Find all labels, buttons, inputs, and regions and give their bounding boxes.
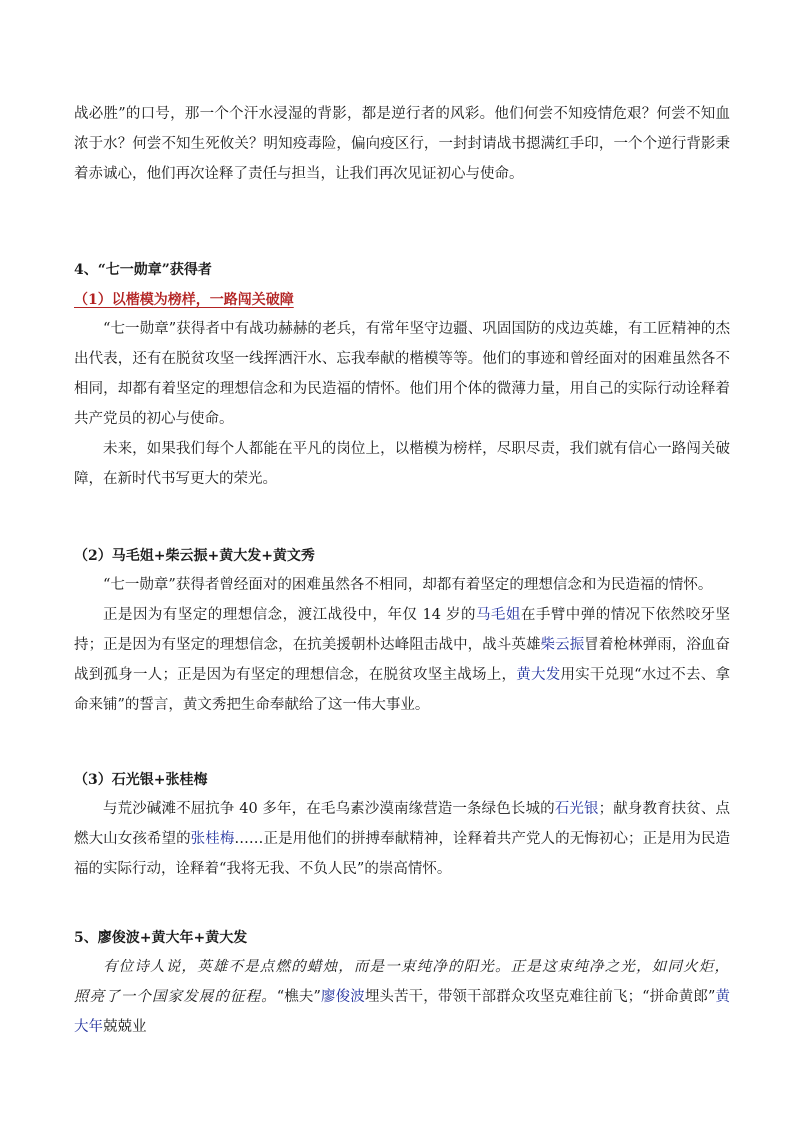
section-5-heading: 5、廖俊波+黄大年+黄大发 (74, 930, 248, 946)
section-4-heading: 4、“七一勋章”获得者 (74, 262, 212, 278)
intro-block (74, 99, 730, 189)
subsection-2-paragraph-2 (74, 600, 730, 720)
person-name-ma-maojie: 马毛姐 (475, 607, 521, 623)
intro-paragraph: 战必胜”的口号，那一个个汗水浸湿的背影，都是逆行者的风彩。他们何尝不知疫情危艰？何尝不知血浓于水？何尝不知生死攸关？明知疫毒险，偏向疫区行，一封封请战书摁满红手印，一个个逆行背影秉着赤诚心，他们再次诠释了责任与担当，让我们再次见证初心与使命。 (74, 106, 730, 182)
subsection-3-title: （3）石光银+张桂梅 (74, 772, 208, 788)
subsection-1-paragraph-1: “七一勋章”获得者中有战功赫赫的老兵，有常年坚守边疆、巩固国防的戍边英雄，有工匠精神的杰出代表，还有在脱贫攻坚一线挥洒汗水、忘我奉献的楷模等等。他们的事迹和曾经面对的困难虽然各不相同，却都有着坚定的理想信念和为民造福的情怀。他们用个体的微薄力量，用自己的实际行动诠释着共产党员的初心与使命。 (74, 321, 730, 427)
text-run: 正是因为有坚定的理想信念，渡江战役中，年仅 14 岁的 (103, 607, 476, 623)
subsection-3-paragraph-1 (74, 794, 730, 884)
person-name-zhang-guimei: 张桂梅 (190, 831, 235, 847)
section-5 (74, 926, 730, 1042)
text-run: 冒着枪林弹雨，浴血奋战到孤身一人；正是因为有坚定的理想信念，在脱贫攻坚主战场上， (74, 637, 731, 683)
subsection-2 (74, 544, 730, 720)
subsection-3 (74, 768, 730, 884)
text-run: 用实干兑现“水过不去、拿命来铺”的誓言，黄文秀把生命奉献给了这一伟大事业。 (74, 667, 731, 713)
person-name-huang-dafa: 黄大发 (516, 667, 561, 683)
person-name-liao-junbo: 廖俊波 (320, 989, 365, 1005)
subsection-1-title: （1）以楷模为榜样，一路闯关破障 (74, 292, 294, 308)
text-run: ；献身教育扶贫、点燃大山女孩希望的 (74, 801, 731, 847)
subsection-2-title: （2）马毛姐+柴云振+黄大发+黄文秀 (74, 548, 315, 564)
section-4 (74, 258, 730, 494)
text-run: 兢兢业 (103, 1019, 147, 1035)
subsection-2-paragraph-1: “七一勋章”获得者曾经面对的困难虽然各不相同，却都有着坚定的理想信念和为民造福的情怀。 (103, 577, 713, 593)
text-run: ……正是用他们的拼搏奉献精神，诠释着共产党人的无悔初心；正是用为民造福的实际行动，诠释着“我将无我、不负人民”的崇高情怀。 (74, 831, 731, 877)
person-name-huang-danian: 黄大年 (74, 989, 731, 1035)
subsection-1-paragraph-2: 未来，如果我们每个人都能在平凡的岗位上，以楷模为榜样，尽职尽责，我们就有信心一路闯关破障，在新时代书写更大的荣光。 (74, 441, 730, 487)
text-run: 在手臂中弹的情况下依然咬牙坚持；正是因为有坚定的理想信念，在抗美援朝朴达峰阻击战中，战斗英雄 (74, 607, 731, 653)
text-run: 埋头苦干，带领干部群众攻坚克难往前飞；“拼命黄郎” (364, 989, 716, 1005)
person-name-chai-yunzhen: 柴云振 (540, 637, 585, 653)
text-run: “樵夫” (276, 989, 321, 1005)
text-run: 与荒沙碱滩不屈抗争 40 多年，在毛乌素沙漠南缘营造一条绿色长城的 (103, 801, 555, 817)
text-run: 有位诗人说，英雄不是点燃的蜡烛，而是一束纯净的阳光。正是这束纯净之光，如同火炬，照亮了一个国家发展的征程。 (74, 959, 730, 1005)
person-name-shi-guangyin: 石光银 (554, 801, 599, 817)
section-5-paragraph-1 (74, 952, 730, 1042)
